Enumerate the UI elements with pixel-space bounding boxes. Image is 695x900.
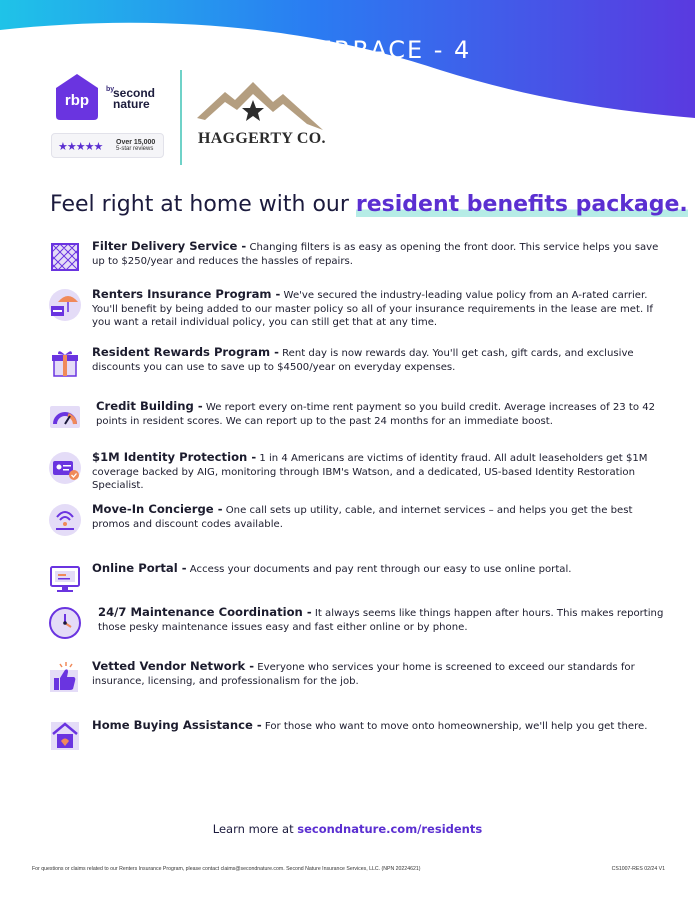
benefit-title: Online Portal - bbox=[92, 561, 187, 575]
insurance-disclaimer: For questions or claims related to our Renters Insurance Program, please contact claims@secondnature.com. Second Nature Insurance Services, LLC. (NPN 20224621) bbox=[32, 866, 421, 872]
reviews-text bbox=[116, 139, 155, 153]
benefit-description: Everyone who services your home is screened to exceed our standards for insurance, licensing, and professionalism for the job. bbox=[92, 662, 635, 687]
haggerty-name: HAGGERTY CO. bbox=[198, 130, 326, 147]
benefit-description: For those who want to move onto homeownership, we'll help you get there. bbox=[261, 721, 648, 732]
benefit-title: Home Buying Assistance - bbox=[92, 718, 262, 732]
benefit-description: We report every on-time rent payment so you build credit. Average increases of 23 to 42 points in resident scores. We can report up to the past 24 months for an immediate boost. bbox=[96, 402, 656, 427]
rbp-logo bbox=[52, 72, 170, 124]
umbrella-icon bbox=[48, 288, 82, 322]
benefit-title: Resident Rewards Program - bbox=[92, 345, 279, 359]
document-code: CS1007-RES 02/24 V1 bbox=[611, 866, 665, 872]
logo-divider bbox=[180, 70, 182, 165]
house-icon bbox=[48, 719, 82, 753]
benefit-description: 1 in 4 Americans are victims of identity fraud. All adult leaseholders get $1M coverage backed by AIG, monitoring through IBM's Watson, and a dedicated, US-based Identity Restoration Specialist. bbox=[92, 453, 648, 492]
rbp-by-text: by bbox=[106, 86, 115, 93]
headline-lead: Feel right at home with our bbox=[50, 192, 356, 217]
benefit-title: Filter Delivery Service - bbox=[92, 239, 247, 253]
page-headline bbox=[50, 192, 688, 217]
clock-icon bbox=[48, 606, 82, 640]
benefit-title: Credit Building - bbox=[96, 399, 203, 413]
benefit-description: One call sets up utility, cable, and internet services – and helps you get the best promos and discount codes available. bbox=[92, 505, 633, 530]
benefit-title: $1M Identity Protection - bbox=[92, 450, 257, 464]
benefit-title: Renters Insurance Program - bbox=[92, 287, 281, 301]
computer-icon bbox=[48, 562, 82, 596]
reviews-badge bbox=[51, 133, 164, 158]
benefit-description: Access your documents and pay rent through our easy to use online portal. bbox=[186, 564, 572, 575]
id-card-icon bbox=[48, 451, 82, 485]
concierge-icon bbox=[48, 503, 82, 537]
five-stars-icon: ★★★★★ bbox=[58, 140, 103, 153]
rbp-badge-text: rbp bbox=[64, 92, 90, 109]
benefit-title: Vetted Vendor Network - bbox=[92, 659, 255, 673]
gift-icon bbox=[48, 346, 82, 380]
benefit-description: Rent day is now rewards day. You'll get cash, gift cards, and exclusive discounts you can use to save up to $4500/year on everyday expenses. bbox=[92, 348, 634, 373]
learn-more-line bbox=[0, 822, 695, 836]
learn-more-prefix: Learn more at bbox=[212, 822, 298, 836]
benefit-description: We've secured the industry-leading value policy from an A-rated carrier. You'll benefit by being added to our master policy so all of your insurance requirements in the lease are met. If you want a retail individual policy, you can still get that at any time. bbox=[92, 290, 653, 329]
headline-highlight: resident benefits package. bbox=[355, 192, 688, 217]
reviews-count: Over 15,000 bbox=[116, 139, 156, 146]
rbp-badge-icon bbox=[52, 72, 102, 122]
benefit-description: Changing filters is as easy as opening the front door. This service helps you save up to $250/year and reduces the hassles of repairs. bbox=[92, 242, 659, 267]
benefit-title: 24/7 Maintenance Coordination - bbox=[98, 605, 312, 619]
filter-icon bbox=[48, 240, 82, 274]
property-name: TERRACE - 4 bbox=[300, 36, 472, 64]
learn-more-link[interactable]: secondnature.com/residents bbox=[297, 822, 483, 836]
benefit-description: It always seems like things happen after hours. This makes reporting those pesky maintenance issues easy and fast either online or by phone. bbox=[98, 608, 664, 633]
thumbs-up-icon bbox=[48, 660, 82, 694]
credit-gauge-icon bbox=[48, 400, 82, 434]
reviews-label: 5-star reviews bbox=[116, 146, 154, 152]
benefit-title: Move-In Concierge - bbox=[92, 502, 223, 516]
rbp-brand-text: second nature bbox=[113, 86, 156, 111]
